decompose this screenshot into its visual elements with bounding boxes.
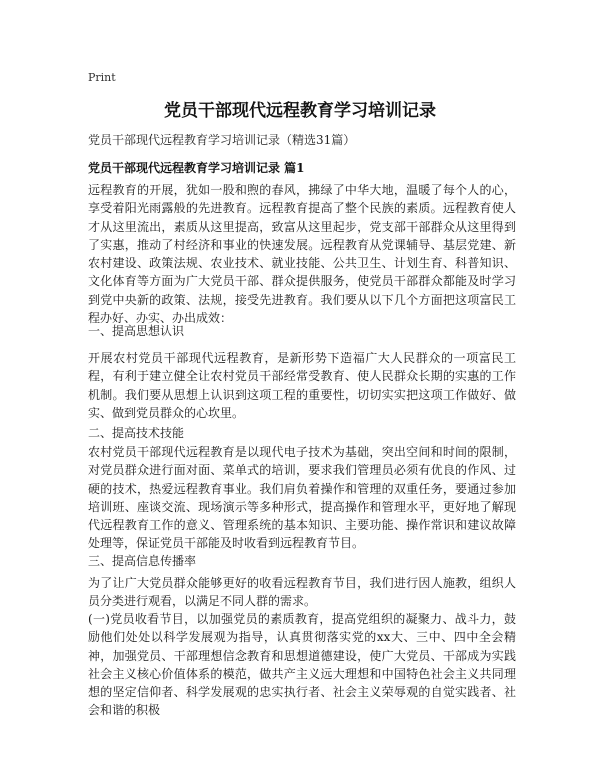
document-title: 党员干部现代远程教育学习培训记录 <box>164 101 436 121</box>
paragraph-section-3-item-1: (一)党员收看节目，以加强党员的素质教育，提高党组织的凝聚力、战斗力，鼓励他们处处以科学发展观为指导，认真贯彻落实党的xx大、三中、四中全会精神，加强党员、干部理想信念教育和思想道德建设，使广大党员、干部成为实践社会主义核心价值体系的模范，做共产主义远大理想和中国特色社会主义共同理想的坚定信仰者、科学发展观的忠实执行者、社会主义荣辱观的自觉实践者、社会和谐的积极 <box>88 612 516 718</box>
paragraph-intro: 远程教育的开展，犹如一股和煦的春风，拂绿了中华大地，温暖了每个人的心，享受着阳光雨露般的先进教育。远程教育提高了整个民族的素质。远程教育使人才从这里流出，素质从这里提高，致富从这里起步，党支部干部群众从这里得到了实惠，推动了村经济和事业的快速发展。远程教育从党课辅导、基层党建、新农村建设、政策法规、农业技术、就业技能、公共卫生、计划生育、科普知识、文化体育等方面为广大党员干部、群众提供服务，使党员干部群众都能及时学习到党中央新的政策、法规，接受先进教育。我们要从以下几个方面把这项富民工程办好、办实、办出成效： <box>88 183 516 326</box>
paragraph-section-3: 为了让广大党员群众能够更好的收看远程教育节目，我们进行因人施教，组织人员分类进行观看，以满足不同人群的需求。 <box>88 576 516 609</box>
section-heading-3: 三、提高信息传播率 <box>88 554 197 568</box>
document-subtitle: 党员干部现代远程教育学习培训记录（精选31篇） <box>88 133 356 147</box>
section-heading-1: 一、提高思想认识 <box>88 324 185 338</box>
section-heading-2: 二、提高技术技能 <box>88 426 185 440</box>
print-label[interactable]: Print <box>88 71 116 84</box>
paragraph-section-2: 农村党员干部现代远程教育是以现代电子技术为基础，突出空间和时间的限制，对党员群众进行面对面、菜单式的培训，要求我们管理员必须有优良的作风、过硬的技术，热爱远程教育事业。我们肩负着操作和管理的双重任务，要通过参加培训班、座谈交流、现场演示等多种形式，提高操作和管理水平，更好地了解现代远程教育工作的意义、管理系统的基本知识、主要功能、操作常识和建议故障处理等，保证党员干部能及时收看到远程教育节目。 <box>88 445 516 551</box>
chapter-title: 党员干部现代远程教育学习培训记录 篇1 <box>88 161 305 175</box>
paragraph-section-1: 开展农村党员干部现代远程教育，是新形势下造福广大人民群众的一项富民工程，有利于建立健全让农村党员干部经常受教育、使人民群众长期的实惠的工作机制。我们要从思想上认识到这项工程的重要性，切切实实把这项工作做好、做实、做到党员群众的心坎里。 <box>88 351 516 420</box>
